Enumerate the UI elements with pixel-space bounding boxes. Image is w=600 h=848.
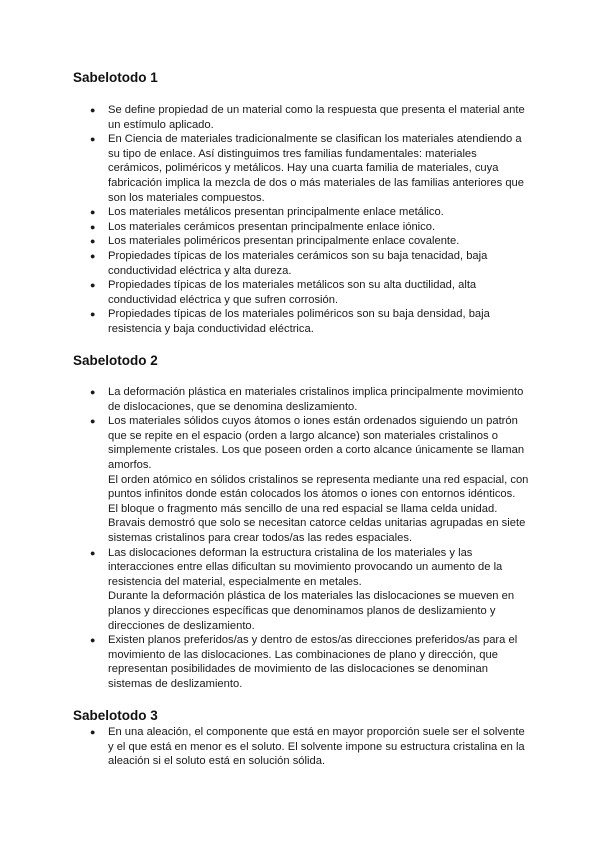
- list-item: [73, 385, 533, 414]
- list-item-text: Propiedades típicas de los materiales poliméricos son su baja densidad, baja: [108, 308, 490, 321]
- bullet-icon: ●: [90, 207, 96, 218]
- list-item-text: Propiedades típicas de los materiales cerámicos son su baja tenacidad, baja: [108, 249, 488, 262]
- list-item-text: Los materiales cerámicos presentan principalmente enlace iónico.: [108, 220, 436, 233]
- bullet-icon: ●: [90, 134, 96, 145]
- list-item-text: El orden atómico en sólidos cristalinos se representa mediante una red espacial, con: [108, 473, 529, 486]
- list-item: [73, 633, 533, 691]
- list-item-text: Los materiales poliméricos presentan principalmente enlace covalente.: [108, 235, 460, 248]
- section-3: [73, 708, 533, 769]
- list-item: [73, 249, 533, 278]
- section-heading: Sabelotodo 3: [73, 708, 158, 723]
- list-item: [73, 414, 533, 545]
- list-item-text: En Ciencia de materiales tradicionalmente se clasifican los materiales atendiendo a: [108, 133, 522, 146]
- list-item-text: sistemas cristalinos para crear todos/as las redes espaciales.: [108, 531, 413, 544]
- list-item-text: Existen planos preferidos/as y dentro de estos/as direcciones preferidos/as para el: [108, 634, 518, 647]
- list-item: [73, 546, 533, 634]
- list-item-text: Bravais demostró que solo se necesitan catorce celdas unitarias agrupadas en siete: [108, 517, 526, 530]
- bullet-list: [73, 103, 533, 337]
- list-item-text: puntos infinitos donde están colocados los átomos o iones con entornos idénticos.: [108, 488, 516, 501]
- bullet-icon: ●: [90, 309, 96, 320]
- bullet-icon: ●: [90, 221, 96, 232]
- list-item-text: de dislocaciones, que se denomina deslizamiento.: [108, 400, 358, 413]
- section-1: [73, 70, 533, 337]
- list-item: [73, 725, 533, 769]
- list-item-text: La deformación plástica en materiales cristalinos implica principalmente movimiento: [108, 386, 524, 398]
- bullet-icon: ●: [90, 387, 96, 397]
- section-heading: Sabelotodo 2: [73, 353, 158, 368]
- list-item: [73, 278, 533, 307]
- list-item-text: representan posibilidades de movimiento de las dislocaciones se denominan: [108, 663, 488, 676]
- list-item: [73, 234, 533, 249]
- list-item-text: su tipo de enlace. Así distinguimos tres familias fundamentales: materiales: [108, 147, 477, 160]
- list-item-text: Propiedades típicas de los materiales metálicos son su alta ductilidad, alta: [108, 279, 477, 292]
- list-item: [73, 132, 533, 205]
- section-2: [73, 353, 533, 691]
- list-item-text: interacciones entre ellas dificultan su movimiento provocando un aumento de la: [108, 561, 503, 574]
- bullet-icon: ●: [90, 280, 96, 291]
- list-item-text: sistemas de deslizamiento.: [108, 677, 243, 690]
- list-item-text: Durante la deformación plástica de los materiales las dislocaciones se mueven en: [108, 590, 515, 603]
- list-item-text: cerámicos, poliméricos y metálicos. Hay una cuarta familia de materiales, cuya: [108, 162, 499, 175]
- list-item-text: fabricación implica la mezcla de dos o más materiales de las familias anteriores que: [108, 176, 524, 189]
- list-item: [73, 103, 533, 132]
- list-item-text: simplemente cristales. Los que poseen orden a corto alcance únicamente se llaman: [108, 444, 525, 457]
- bullet-icon: ●: [90, 105, 96, 115]
- list-item-text: Se define propiedad de un material como la respuesta que presenta el material ante: [108, 104, 525, 116]
- bullet-icon: ●: [90, 236, 96, 247]
- bullet-list: [73, 385, 533, 691]
- section-heading: Sabelotodo 1: [73, 70, 158, 85]
- list-item: [73, 220, 533, 235]
- list-item-text: direcciones de deslizamiento.: [108, 619, 255, 632]
- bullet-icon: ●: [90, 727, 96, 737]
- list-item-text: movimiento de las dislocaciones. Las combinaciones de plano y dirección, que: [108, 648, 498, 661]
- list-item-text: aleación si el soluto está en solución sólida.: [108, 755, 326, 768]
- list-item-text: amorfos.: [108, 458, 152, 471]
- list-item-text: y el que está en menor es el soluto. El solvente impone su estructura cristalina en la: [108, 740, 525, 753]
- list-item-text: Los materiales sólidos cuyos átomos o iones están ordenados siguiendo un patrón: [108, 415, 518, 428]
- bullet-icon: ●: [90, 416, 96, 427]
- list-item-text: El bloque o fragmento más sencillo de una red espacial se llama celda unidad.: [108, 502, 498, 515]
- list-item: [73, 205, 533, 220]
- list-item-text: resistencia del material, especialmente en metales.: [108, 575, 362, 588]
- bullet-icon: ●: [90, 635, 96, 646]
- list-item-text: En una aleación, el componente que está en mayor proporción suele ser el solvente: [108, 726, 525, 738]
- list-item-text: son los materiales compuestos.: [108, 191, 265, 204]
- list-item-text: resistencia y baja conductividad eléctrica.: [108, 322, 314, 335]
- list-item-text: un estímulo aplicado.: [108, 118, 214, 131]
- list-item: [73, 307, 533, 336]
- bullet-list: [73, 725, 533, 769]
- list-item-text: que se repite en el espacio (orden a largo alcance) son materiales cristalinos o: [108, 429, 498, 442]
- list-item-text: planos y direcciones específicas que denominamos planos de deslizamiento y: [108, 604, 496, 617]
- list-item-text: Las dislocaciones deforman la estructura cristalina de los materiales y las: [108, 546, 473, 559]
- bullet-icon: ●: [90, 547, 96, 558]
- list-item-text: conductividad eléctrica y que sufren corrosión.: [108, 293, 339, 306]
- bullet-icon: ●: [90, 250, 96, 261]
- list-item-text: Los materiales metálicos presentan principalmente enlace metálico.: [108, 206, 444, 219]
- list-item-text: conductividad eléctrica y alta dureza.: [108, 264, 292, 277]
